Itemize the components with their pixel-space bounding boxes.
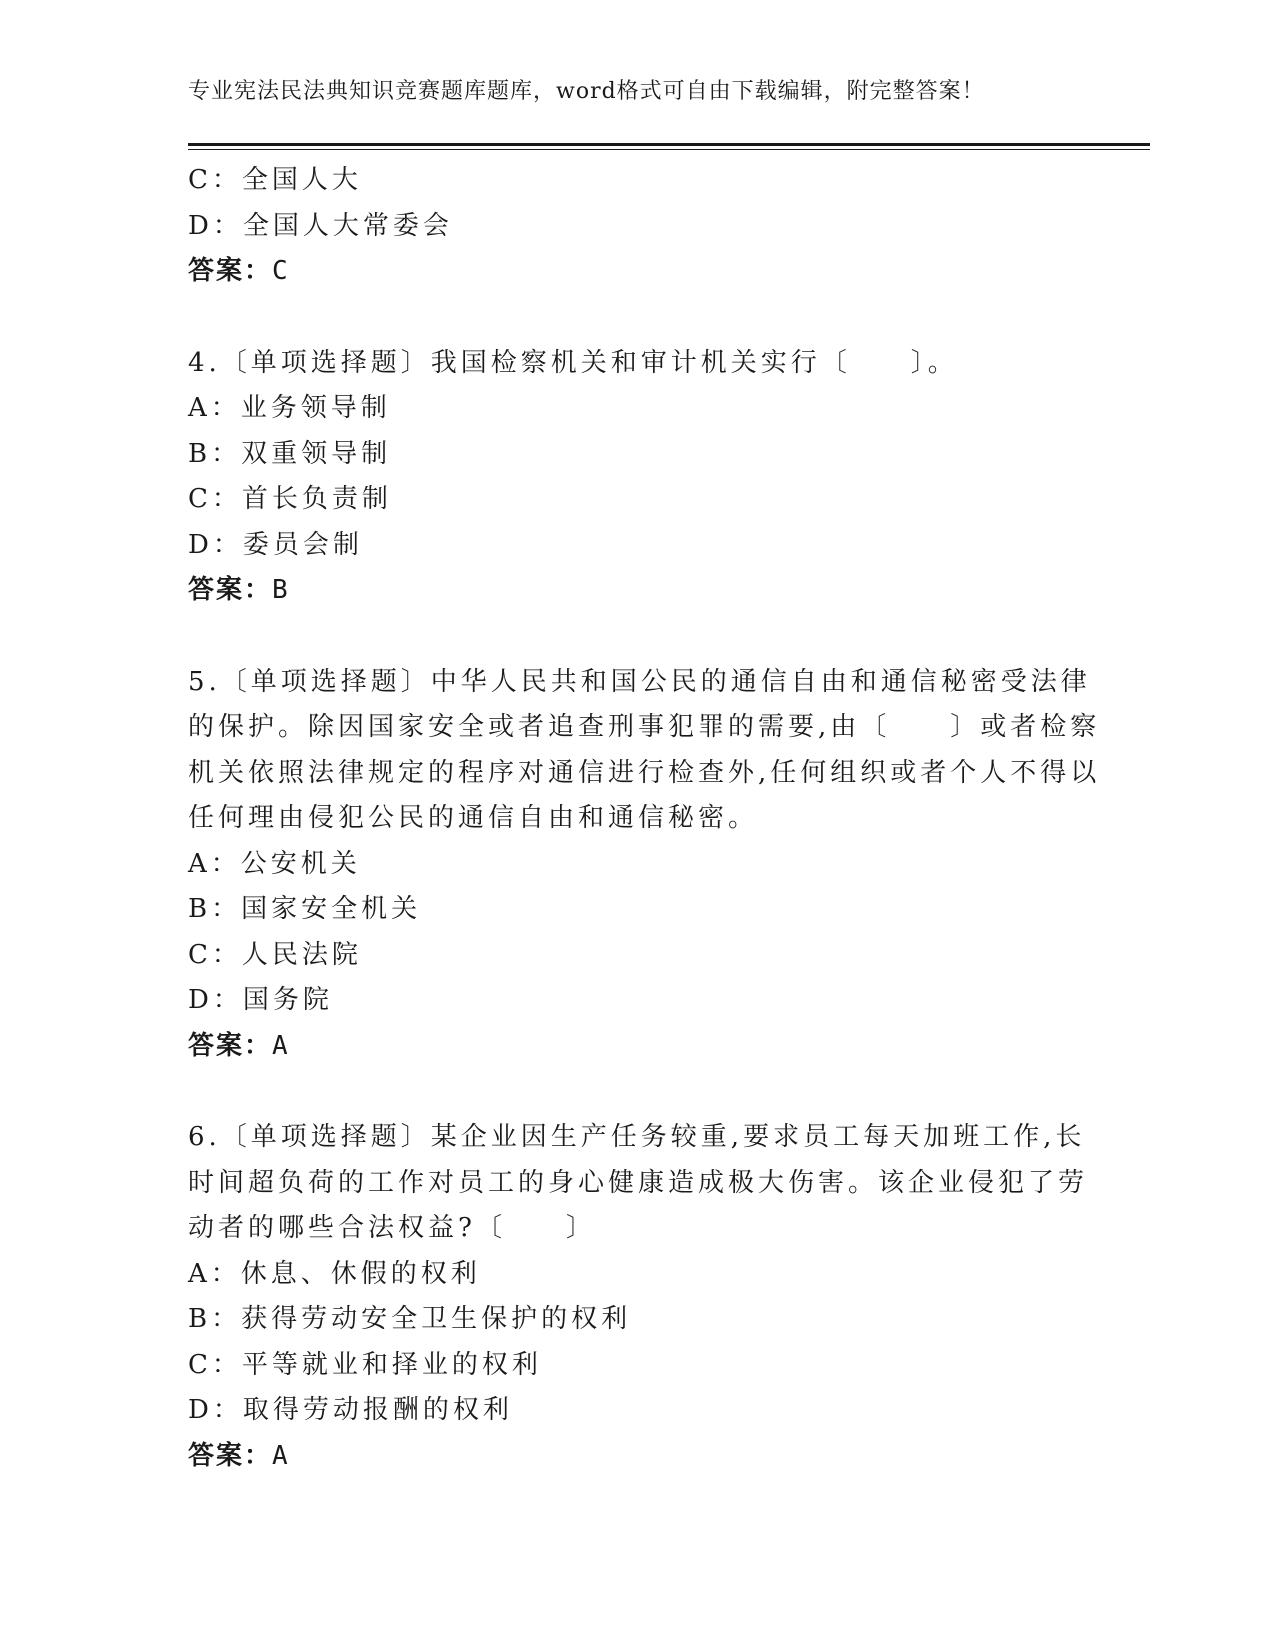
option-c: C：平等就业和择业的权利	[188, 1349, 542, 1380]
question-stem-line: 5.〔单项选择题〕中华人民共和国公民的通信自由和通信秘密受法律	[188, 666, 1091, 697]
question-6	[188, 1115, 1088, 1479]
option-b: B：获得劳动安全卫生保护的权利	[188, 1304, 632, 1334]
option-d: D：国务院	[188, 985, 333, 1015]
question-stem-line: 的保护。除因国家安全或者追查刑事犯罪的需要,由〔 〕或者检察	[188, 712, 1101, 742]
answer-line: 答案：A	[188, 1030, 290, 1061]
option-c: C：人民法院	[188, 939, 362, 970]
option-b: B：双重领导制	[188, 438, 392, 469]
question-stem-line: 时间超负荷的工作对员工的身心健康造成极大伤害。该企业侵犯了劳	[188, 1167, 1089, 1198]
question-4	[188, 341, 1088, 614]
question-3-continuation	[188, 158, 1088, 295]
question-5	[188, 660, 1101, 1070]
answer-line: 答案：A	[188, 1440, 290, 1471]
header-rule-thick	[188, 143, 1150, 146]
question-stem-line: 6.〔单项选择题〕某企业因生产任务较重,要求员工每天加班工作,长	[188, 1122, 1086, 1152]
question-stem-line: 任何理由侵犯公民的通信自由和通信秘密。	[188, 803, 759, 833]
option-c: C：全国人大	[188, 165, 362, 195]
option-d: D：取得劳动报酬的权利	[188, 1395, 513, 1425]
question-stem-line: 动者的哪些合法权益?〔 〕	[188, 1213, 596, 1243]
option-b: B：国家安全机关	[188, 894, 422, 924]
option-a: A：业务领导制	[188, 393, 391, 423]
page-header: 专业宪法民法典知识竞赛题库题库，word格式可自由下载编辑，附完整答案！	[188, 79, 985, 104]
option-a: A：公安机关	[188, 848, 361, 879]
option-d: D：委员会制	[188, 529, 363, 560]
option-d: D：全国人大常委会	[188, 210, 453, 241]
header-rule-thin	[188, 149, 1150, 150]
question-list	[188, 158, 1101, 1479]
option-c: C：首长负责制	[188, 484, 392, 514]
question-stem: 4.〔单项选择题〕我国检察机关和审计机关实行〔 〕。	[188, 347, 958, 378]
question-stem-line: 机关依照法律规定的程序对通信进行检查外,任何组织或者个人不得以	[188, 757, 1101, 788]
answer-line: 答案：C	[188, 256, 290, 286]
answer-line: 答案：B	[188, 575, 290, 605]
option-a: A：休息、休假的权利	[188, 1258, 481, 1289]
